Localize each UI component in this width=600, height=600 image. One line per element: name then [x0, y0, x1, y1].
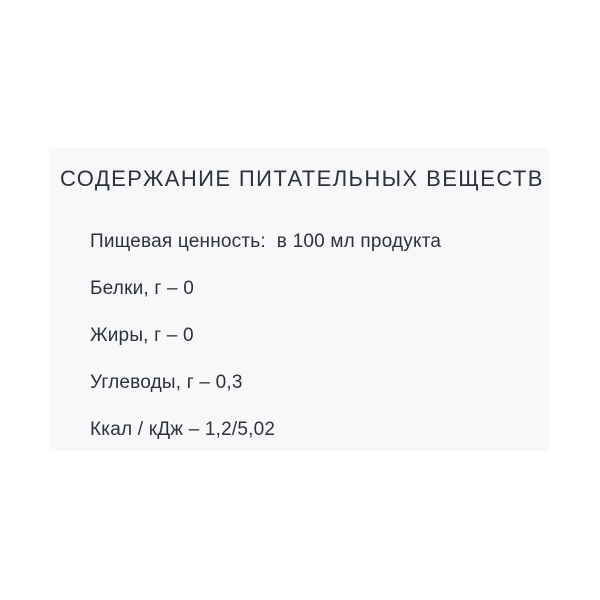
nutrition-row-fats: Жиры, г – 0: [90, 325, 194, 346]
nutrition-panel: [49, 148, 549, 451]
nutrition-row-energy-value: Пищевая ценность: в 100 мл продукта: [90, 231, 442, 252]
nutrition-row-kcal-kj: Ккал / кДж – 1,2/5,02: [90, 419, 276, 440]
nutrition-row-proteins: Белки, г – 0: [90, 278, 194, 299]
nutrition-panel-title: СОДЕРЖАНИЕ ПИТАТЕЛЬНЫХ ВЕЩЕСТВ: [60, 165, 544, 191]
nutrition-rows: [90, 218, 539, 453]
nutrition-row-carbohydrates: Углеводы, г – 0,3: [90, 372, 243, 393]
